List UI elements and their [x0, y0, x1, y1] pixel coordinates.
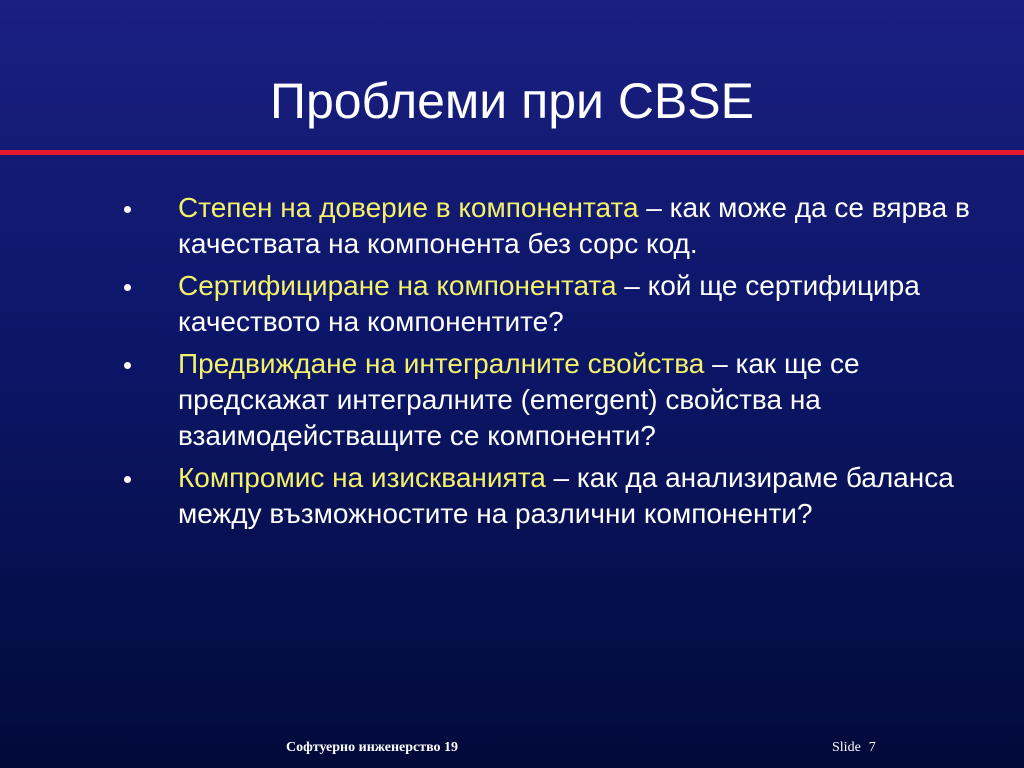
bullet-highlight: Компромис на изискванията: [178, 462, 546, 493]
title-divider: [0, 150, 1024, 155]
bullet-item: [0, 268, 1024, 340]
bullet-item: [0, 190, 1024, 262]
slide-title: Проблеми при CBSE: [270, 73, 754, 129]
slide-number: 7: [868, 740, 876, 755]
footer-slide-number: [832, 740, 876, 756]
bullet-text: – как да анализираме баланса между възможностите на различни компоненти?: [178, 462, 954, 529]
bullet-dot-icon: [124, 476, 131, 483]
bullet-dot-icon: [124, 284, 131, 291]
footer-course-name: Софтуерно инженерство 19: [286, 740, 459, 755]
slide-label: Slide: [832, 740, 861, 755]
bullet-list: [0, 190, 1024, 538]
bullet-highlight: Предвиждане на интегралните свойства: [178, 348, 705, 379]
bullet-item: [0, 346, 1024, 454]
bullet-item: [0, 460, 1024, 532]
bullet-text: – как може да се вярва в качествата на компонента без сорс код.: [178, 192, 970, 259]
bullet-dot-icon: [124, 362, 131, 369]
bullet-highlight: Степен на доверие в компонентата: [178, 192, 639, 223]
bullet-text: – как ще се предскажат интегралните (emergent) свойства на взаимодействащите се компоненти?: [178, 348, 860, 451]
bullet-dot-icon: [124, 206, 131, 213]
bullet-highlight: Сертифициране на компонентата: [178, 270, 617, 301]
bullet-text: – кой ще сертифицира качеството на компонентите?: [178, 270, 920, 337]
